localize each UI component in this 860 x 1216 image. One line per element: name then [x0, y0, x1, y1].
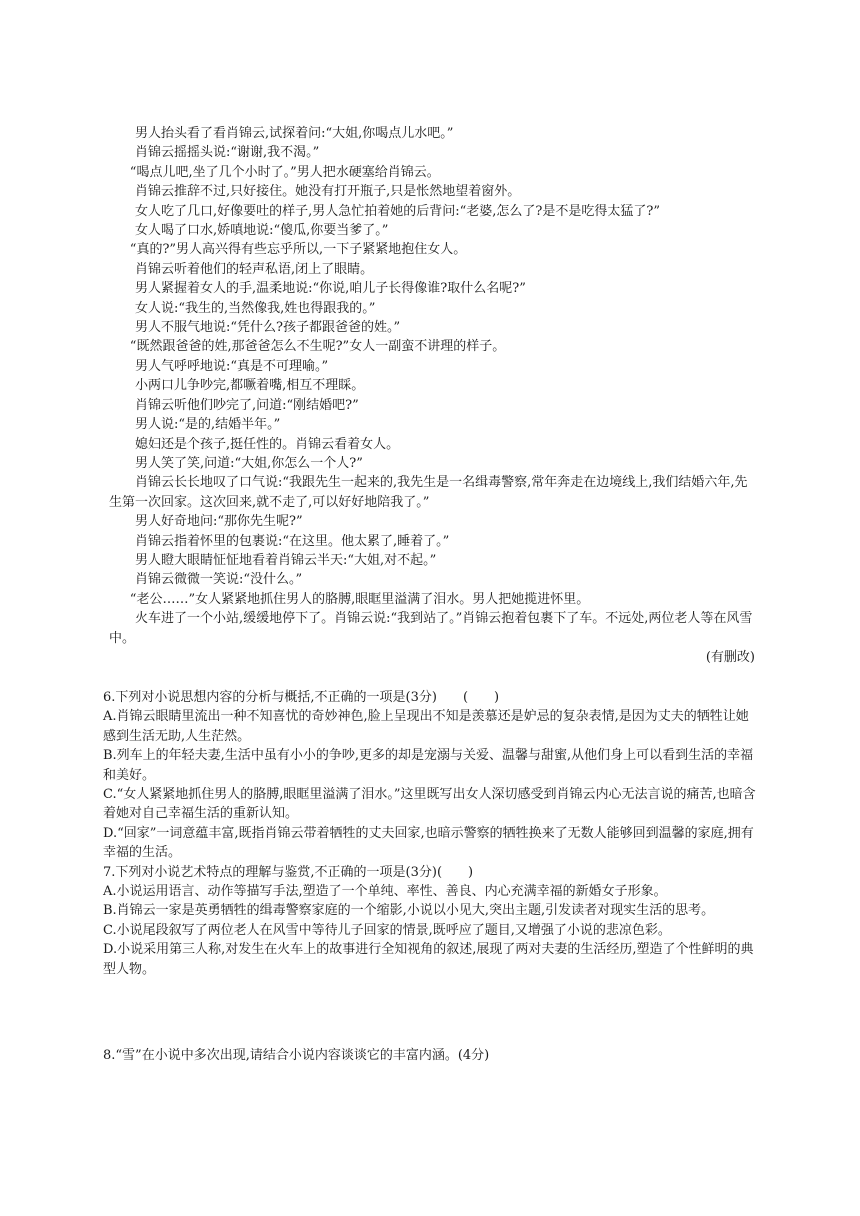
- question-7-option-b: B.肖锦云一家是英勇牺牲的缉毒警察家庭的一个缩影,小说以小见大,突出主题,引发读者对现实生活的思考。: [103, 903, 715, 919]
- question-8: 8.“雪”在小说中多次出现,请结合小说内容谈谈它的丰富内涵。(4分): [103, 1048, 490, 1063]
- story-paragraph: 男人好奇地问:“那你先生呢?”: [135, 514, 303, 530]
- question-6-option-b: B.列车上的年轻夫妻,生活中虽有小小的争吵,更多的却是宠溺与关爱、温馨与甜蜜,从他们身上可以看到生活的幸福和美好。: [103, 748, 754, 783]
- story-paragraph: 肖锦云指着怀里的包裹说:“在这里。他太累了,睡着了。”: [135, 533, 450, 549]
- story-paragraph: 女人说:“我生的,当然像我,姓也得跟我的。”: [135, 300, 376, 316]
- source-note: (有删改): [705, 649, 755, 665]
- story-paragraph: 女人吃了几口,好像要吐的样子,男人急忙拍着她的后背问:“老婆,怎么了?是不是吃得太猛了?”: [135, 203, 661, 219]
- question-6-stem: 6.下列对小说思想内容的分析与概括,不正确的一项是(3分) ( ): [103, 690, 500, 705]
- story-paragraph: 媳妇还是个孩子,挺任性的。肖锦云看着女人。: [135, 436, 400, 452]
- story-paragraph: 男人说:“是的,结婚半年。”: [135, 417, 281, 433]
- story-paragraph: 小两口儿争吵完,都噘着嘴,相互不理睬。: [135, 378, 365, 394]
- story-paragraph: 火车进了一个小站,缓缓地停下了。肖锦云说:“我到站了。”肖锦云抱着包裹下了车。不远处,两位老人等在风雪中。: [109, 611, 753, 646]
- story-paragraph: “老公……”女人紧紧地抓住男人的胳膊,眼眶里溢满了泪水。男人把她揽进怀里。: [129, 591, 590, 607]
- story-paragraph: 肖锦云听他们吵完了,问道:“刚结婚吧?”: [135, 397, 359, 413]
- question-6-option-c: C.“女人紧紧地抓住男人的胳膊,眼眶里溢满了泪水。”这里既写出女人深切感受到肖锦云内心无法言说的痛苦,也暗含着她对自己幸福生活的重新认知。: [103, 787, 756, 822]
- story-paragraph: “喝点儿吧,坐了几个小时了。”男人把水硬塞给肖锦云。: [129, 164, 440, 180]
- story-paragraph: 男人气呼呼地说:“真是不可理喻。”: [135, 358, 329, 374]
- questions-section: [103, 688, 759, 979]
- story-paragraph: 肖锦云微微一笑说:“没什么。”: [135, 572, 303, 588]
- story-paragraph: 男人笑了笑,问道:“大姐,你怎么一个人?”: [135, 455, 363, 471]
- story-text: [109, 124, 759, 667]
- story-paragraph: 肖锦云摇摇头说:“谢谢,我不渴。”: [135, 145, 320, 161]
- story-paragraph: 肖锦云长长地叹了口气说:“我跟先生一起来的,我先生是一名缉毒警察,常年奔走在边境线上,我们结婚六年,先生第一次回家。这次回来,就不走了,可以好好地陪我了。”: [109, 475, 748, 510]
- story-paragraph: 女人喝了口水,娇嗔地说:“傻瓜,你要当爹了。”: [135, 223, 389, 239]
- story-paragraph: 男人不服气地说:“凭什么?孩子都跟爸爸的姓。”: [135, 320, 401, 336]
- story-paragraph: 男人瞪大眼睛怔怔地看着肖锦云半天:“大姐,对不起。”: [135, 552, 437, 568]
- question-7-stem: 7.下列对小说艺术特点的理解与鉴赏,不正确的一项是(3分)( ): [103, 864, 474, 880]
- story-paragraph: 男人抬头看了看肖锦云,试探着问:“大姐,你喝点儿水吧。”: [135, 126, 454, 141]
- question-7-option-a: A.小说运用语言、动作等描写手法,塑造了一个单纯、率性、善良、内心充满幸福的新婚女子形象。: [103, 884, 667, 900]
- story-paragraph: “既然跟爸爸的姓,那爸爸怎么不生呢?”女人一副蛮不讲理的样子。: [129, 339, 506, 355]
- question-6-option-d: D.“回家”一词意蕴丰富,既指肖锦云带着牺牲的丈夫回家,也暗示警察的牺牲换来了无数人能够回到温馨的家庭,拥有幸福的生活。: [103, 825, 754, 861]
- question-7-option-d: D.小说采用第三人称,对发生在火车上的故事进行全知视角的叙述,展现了两对夫妻的生活经历,塑造了个性鲜明的典型人物。: [103, 942, 754, 977]
- story-paragraph: 肖锦云推辞不过,只好接住。她没有打开瓶子,只是怅然地望着窗外。: [135, 184, 521, 200]
- question-6-option-a: A.肖锦云眼睛里流出一种不知喜忧的奇妙神色,脸上呈现出不知是羡慕还是妒忌的复杂表情,是因为丈夫的牺牲让她感到生活无助,人生茫然。: [103, 709, 749, 744]
- story-paragraph: 男人紧握着女人的手,温柔地说:“你说,咱儿子长得像谁?取什么名呢?”: [135, 281, 526, 297]
- story-paragraph: “真的?”男人高兴得有些忘乎所以,一下子紧紧地抱住女人。: [129, 242, 467, 258]
- story-paragraph: 肖锦云听着他们的轻声私语,闭上了眼睛。: [135, 261, 374, 277]
- question-7-option-c: C.小说尾段叙写了两位老人在风雪中等待儿子回家的情景,既呼应了题目,又增强了小说的悲凉色彩。: [103, 922, 671, 938]
